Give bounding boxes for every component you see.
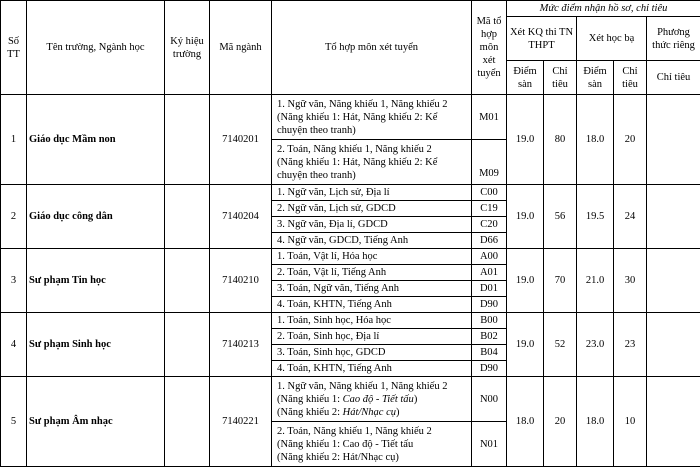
thpt-diem-san: 18.0 (507, 377, 544, 467)
combo-code: A01 (472, 265, 507, 281)
row-name: Sư phạm Sinh học (27, 313, 165, 377)
combo-line-italic: Hát/Nhạc cụ (342, 406, 396, 418)
combo-cell: 2. Toán, Sinh học, Địa lí (272, 329, 472, 345)
combo-cell: 1. Toán, Sinh học, Hóa học (272, 313, 472, 329)
thpt-chi-tieu: 70 (544, 249, 577, 313)
combo-line: (Năng khiếu 1: Hát, Năng khiếu 2: Kể (277, 156, 438, 168)
combo-code: D01 (472, 281, 507, 297)
row-ky-hieu (165, 313, 210, 377)
combo-cell (272, 422, 472, 467)
header-ma-nganh: Mã ngành (210, 1, 272, 95)
header-phuong-thuc: Phương thức riêng (647, 17, 700, 61)
thpt-chi-tieu: 20 (544, 377, 577, 467)
combo-code: D90 (472, 361, 507, 377)
combo-code: M01 (472, 95, 507, 140)
row-stt: 3 (1, 249, 27, 313)
combo-code: B02 (472, 329, 507, 345)
combo-code: D66 (472, 233, 507, 249)
combo-line: ) (396, 406, 400, 418)
header-xet-hb: Xét học bạ (577, 17, 647, 61)
hb-diem-san: 23.0 (577, 313, 614, 377)
combo-line: 1. Ngữ văn, Năng khiếu 1, Năng khiếu 2 (277, 98, 448, 110)
rieng-chi-tieu (647, 185, 700, 249)
header-muc-diem: Mức điểm nhận hồ sơ, chỉ tiêu (507, 1, 700, 17)
header-xet-kq: Xét KQ thi TN THPT (507, 17, 577, 61)
row-name: Giáo dục Mầm non (27, 95, 165, 185)
combo-cell: 4. Toán, KHTN, Tiếng Anh (272, 361, 472, 377)
combo-cell: 3. Ngữ văn, Địa lí, GDCD (272, 217, 472, 233)
row-name: Sư phạm Tin học (27, 249, 165, 313)
hb-chi-tieu: 24 (614, 185, 647, 249)
header-diem-san: Điểm sàn (577, 61, 614, 95)
combo-code: D90 (472, 297, 507, 313)
combo-cell: 2. Toán, Vật lí, Tiếng Anh (272, 265, 472, 281)
combo-code: C00 (472, 185, 507, 201)
thpt-chi-tieu: 56 (544, 185, 577, 249)
combo-line: (Năng khiếu 1: Hát, Năng khiếu 2: Kể (277, 111, 438, 123)
combo-code: M09 (472, 140, 507, 185)
hb-diem-san: 19.5 (577, 185, 614, 249)
combo-line: 1. Ngữ văn, Năng khiếu 1, Năng khiếu 2 (277, 380, 448, 392)
thpt-diem-san: 19.0 (507, 249, 544, 313)
row-stt: 5 (1, 377, 27, 467)
thpt-diem-san: 19.0 (507, 185, 544, 249)
hb-diem-san: 18.0 (577, 95, 614, 185)
row-code: 7140210 (210, 249, 272, 313)
hb-diem-san: 18.0 (577, 377, 614, 467)
combo-cell: 2. Ngữ văn, Lịch sử, GDCD (272, 201, 472, 217)
combo-cell (272, 140, 472, 185)
combo-line: chuyện theo tranh) (277, 169, 356, 181)
header-ky-hieu: Ký hiệu trường (165, 1, 210, 95)
table-row (1, 95, 700, 140)
hb-diem-san: 21.0 (577, 249, 614, 313)
thpt-chi-tieu: 80 (544, 95, 577, 185)
hb-chi-tieu: 23 (614, 313, 647, 377)
row-ky-hieu (165, 377, 210, 467)
combo-line: 2. Toán, Năng khiếu 1, Năng khiếu 2 (277, 425, 432, 437)
table-row (1, 249, 700, 265)
combo-cell: 3. Toán, Ngữ văn, Tiếng Anh (272, 281, 472, 297)
header-chi-tieu: Chỉ tiêu (544, 61, 577, 95)
combo-line: (Năng khiếu 1: Cao độ - Tiết tấu (277, 438, 414, 450)
table-row (1, 377, 700, 422)
header-ten: Tên trường, Ngành học (27, 1, 165, 95)
rieng-chi-tieu (647, 95, 700, 185)
hb-chi-tieu: 10 (614, 377, 647, 467)
rieng-chi-tieu (647, 313, 700, 377)
row-code: 7140204 (210, 185, 272, 249)
combo-cell: 3. Toán, Sinh học, GDCD (272, 345, 472, 361)
row-stt: 4 (1, 313, 27, 377)
combo-code: N01 (472, 422, 507, 467)
combo-code: C19 (472, 201, 507, 217)
header-chi-tieu: Chỉ tiêu (614, 61, 647, 95)
header-ma-to-hop: Mã tổ hợp môn xét tuyển (472, 1, 507, 95)
combo-line: (Năng khiếu 2: (277, 406, 343, 418)
combo-cell: 1. Toán, Vật lí, Hóa học (272, 249, 472, 265)
row-ky-hieu (165, 185, 210, 249)
header-stt: Số TT (1, 1, 27, 95)
row-code: 7140213 (210, 313, 272, 377)
header-to-hop: Tổ hợp môn xét tuyển (272, 1, 472, 95)
combo-code: B00 (472, 313, 507, 329)
thpt-diem-san: 19.0 (507, 313, 544, 377)
row-name: Sư phạm Âm nhạc (27, 377, 165, 467)
combo-line-italic: Cao độ - Tiết tấu (342, 393, 414, 405)
combo-line: 2. Toán, Năng khiếu 1, Năng khiếu 2 (277, 143, 432, 155)
combo-cell (272, 95, 472, 140)
hb-chi-tieu: 20 (614, 95, 647, 185)
combo-code: B04 (472, 345, 507, 361)
combo-line: (Năng khiếu 1: (277, 393, 343, 405)
hb-chi-tieu: 30 (614, 249, 647, 313)
row-name: Giáo dục công dân (27, 185, 165, 249)
combo-line: chuyện theo tranh) (277, 124, 356, 136)
table-row (1, 313, 700, 329)
thpt-chi-tieu: 52 (544, 313, 577, 377)
rieng-chi-tieu (647, 249, 700, 313)
combo-cell: 1. Ngữ văn, Lịch sử, Địa lí (272, 185, 472, 201)
row-ky-hieu (165, 95, 210, 185)
combo-cell (272, 377, 472, 422)
header-chi-tieu: Chỉ tiêu (647, 61, 700, 95)
row-code: 7140201 (210, 95, 272, 185)
rieng-chi-tieu (647, 377, 700, 467)
combo-code: N00 (472, 377, 507, 422)
combo-cell: 4. Toán, KHTN, Tiếng Anh (272, 297, 472, 313)
header-diem-san: Điểm sàn (507, 61, 544, 95)
thpt-diem-san: 19.0 (507, 95, 544, 185)
combo-line: (Năng khiếu 2: Hát/Nhạc cụ) (277, 451, 399, 463)
row-stt: 2 (1, 185, 27, 249)
combo-code: C20 (472, 217, 507, 233)
row-code: 7140221 (210, 377, 272, 467)
row-stt: 1 (1, 95, 27, 185)
combo-cell: 4. Ngữ văn, GDCD, Tiếng Anh (272, 233, 472, 249)
table-row (1, 185, 700, 201)
combo-line: ) (413, 393, 418, 405)
row-ky-hieu (165, 249, 210, 313)
combo-code: A00 (472, 249, 507, 265)
